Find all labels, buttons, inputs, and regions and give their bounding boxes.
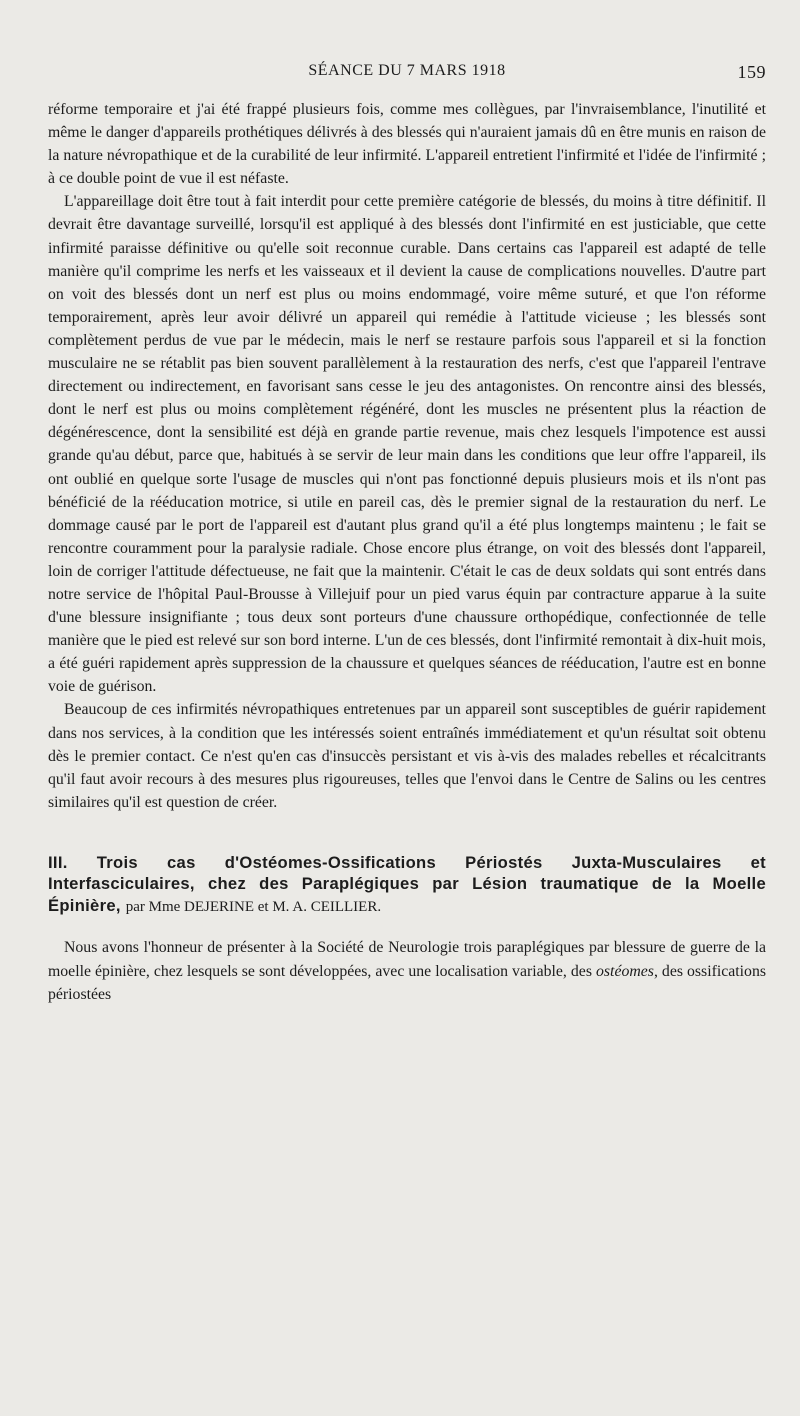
paragraph-4-emphasis: ostéomes bbox=[596, 962, 654, 980]
paragraph-2: L'appareillage doit être tout à fait interdit pour cette première catégorie de blessés, du moins à titre définitif. Il devrait être davantage surveillé, lorsqu'il est appliqué à des blessés dont l'infirmité en est justiciable, que cette infirmité paraisse définitive ou qu'elle soit reconnue curable. Dans certains cas l'appareil est adapté de telle manière qu'il comprime les nerfs et les vaisseaux et il devient la cause de complications nouvelles. D'autre part on voit des blessés dont un nerf est plus ou moins endommagé, voire même suturé, et que l'on réforme temporairement, après leur avoir délivré un appareil qui remédie à l'attitude vicieuse ; les blessés sont complètement perdus de vue par le médecin, mais le nerf se restaure parfois sous l'appareil et si la fonction musculaire ne se rétablit pas bien souvent parallèlement à la restauration des nerfs, c'est que l'appareil l'entrave directement ou indirectement, en favorisant sans cesse le jeu des antagonistes. On rencontre ainsi des blessés, dont le nerf est plus ou moins complètement régénéré, dont les muscles ne présentent plus la réaction de dégénérescence, dont la sensibilité est déjà en grande partie revenue, mais chez lesquels l'impotence est aussi grande qu'au début, parce que, habitués à se servir de leur main dans les conditions que leur offre l'appareil, ils ont oublié en quelque sorte l'usage de muscles qui n'ont pas fonctionné depuis plusieurs mois et ils n'ont pas bénéficié de la rééducation motrice, si utile en pareil cas, dès le premier signal de la restauration du nerf. Le dommage causé par le port de l'appareil est d'autant plus grand qu'il a été plus longtemps maintenu ; le fait se rencontre couramment pour la paralysie radiale. Chose encore plus étrange, on voit des blessés dont l'appareil, loin de corriger l'attitude défectueuse, ne fait que la maintenir. C'était le cas de deux soldats qui sont entrés dans notre service de l'hôpital Paul-Brousse à Villejuif pour un pied varus équin par contracture apparue à la suite d'une blessure insignifiante ; tous deux sont porteurs d'une chaussure orthopédique, confectionnée de telle manière que le pied est relevé sur son bord interne. L'un de ces blessés, dont l'infirmité remontait à dix-huit mois, a été guéri rapidement après suppression de la chaussure et quelques séances de rééducation, l'autre est en bonne voie de guérison. bbox=[48, 193, 766, 696]
paragraph-1: réforme temporaire et j'ai été frappé plusieurs fois, comme mes collègues, par l'invraisemblance, l'inutilité et même le danger d'appareils prothétiques délivrés à des blessés qui n'auraient jamais dû en être munis en raison de la nature névropathique et de la curabilité de leur infirmité. L'appareil entretient l'infirmité et l'idée de l'infirmité ; à ce double point de vue il est néfaste. bbox=[48, 101, 766, 188]
page-number: 159 bbox=[737, 62, 766, 82]
page-body bbox=[48, 98, 766, 1006]
paragraph-4-text: Nous avons l'honneur de présenter à la Société de Neurologie trois paraplégiques par blessure de guerre de la moelle épinière, chez lesquels se sont développées, avec une localisation variable, des bbox=[48, 939, 766, 980]
paragraph-4 bbox=[48, 936, 766, 1005]
section-title: III. Trois cas d'Ostéomes-Ossifications Périostés Juxta-Musculaires et Interfasciculaires, chez des Paraplégiques par Lésion traumatique de la Moelle Épinière, bbox=[48, 852, 766, 915]
section-authors: par Mme DEJERINE et M. A. CEILLIER. bbox=[125, 898, 382, 915]
paragraph-4-tail: , des ossifications périostées bbox=[48, 962, 766, 1003]
page-header bbox=[48, 62, 766, 86]
section-heading bbox=[48, 852, 766, 919]
running-title: SÉANCE DU 7 MARS 1918 bbox=[308, 62, 506, 79]
paragraph-3: Beaucoup de ces infirmités névropathiques entretenues par un appareil sont susceptibles de guérir rapidement dans nos services, à la condition que les intéressés soient entraînés immédiatement et qu'un résultat soit obtenu dès le premier contact. Ce n'est qu'en cas d'insuccès persistant et vis à-vis des malades rebelles et récalcitrants qu'il faut avoir recours à des mesures plus rigoureuses, telles que l'envoi dans le Centre de Salins ou les centres similaires qu'il est question de créer. bbox=[48, 701, 766, 811]
